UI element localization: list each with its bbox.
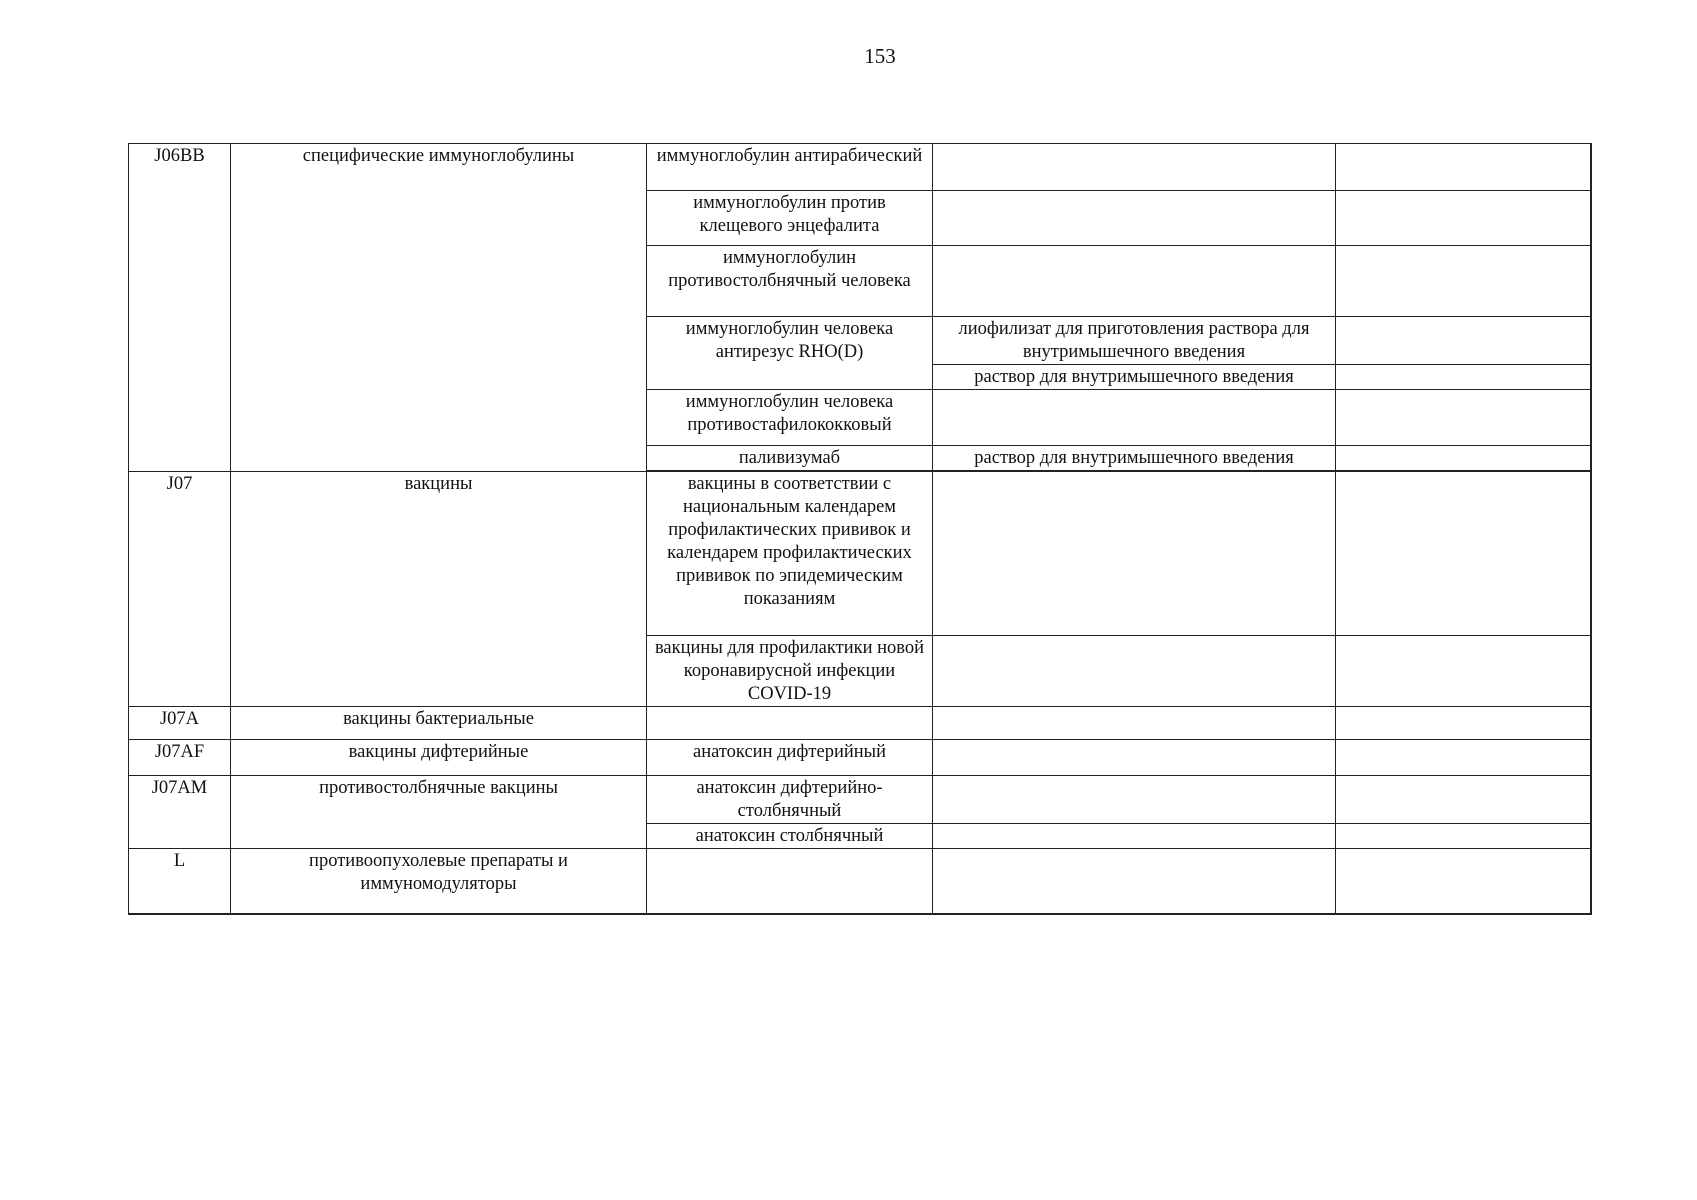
dosage-form <box>933 191 1336 246</box>
dosage-form <box>933 390 1336 446</box>
extra-cell <box>1336 472 1591 636</box>
drug-name: анатоксин дифтерийный <box>647 740 933 776</box>
dosage-form: лиофилизат для приготовления раствора для внутримышечного введения <box>933 317 1336 365</box>
dosage-form: раствор для внутримышечного введения <box>933 365 1336 390</box>
drug-name: паливизумаб <box>647 446 933 471</box>
extra-cell <box>1336 707 1591 740</box>
drug-name: иммуноглобулин человека антирезус RHO(D) <box>647 317 933 390</box>
extra-cell <box>1336 740 1591 776</box>
extra-cell <box>1336 849 1591 914</box>
drug-name: вакцины для профилактики новой коронавирусной инфекции COVID-19 <box>647 636 933 707</box>
dosage-form <box>933 144 1336 191</box>
extra-cell <box>1336 144 1591 191</box>
extra-cell <box>1336 446 1591 471</box>
dosage-form <box>933 776 1336 824</box>
table-row <box>129 740 1591 776</box>
drug-name: иммуноглобулин противостолбнячный человека <box>647 246 933 317</box>
drug-name: вакцины в соответствии с национальным календарем профилактических прививок и календарем профилактических прививок по эпидемическим показаниям <box>647 472 933 636</box>
dosage-form <box>933 636 1336 707</box>
atc-code: J07 <box>129 472 231 707</box>
atc-code: L <box>129 849 231 914</box>
extra-cell <box>1336 776 1591 824</box>
extra-cell <box>1336 636 1591 707</box>
group-name: противостолбнячные вакцины <box>231 776 647 849</box>
atc-code: J07A <box>129 707 231 740</box>
table-row <box>129 849 1591 914</box>
group-name: специфические иммуноглобулины <box>231 144 647 472</box>
dosage-form <box>933 849 1336 914</box>
page-number: 153 <box>864 44 896 68</box>
extra-cell <box>1336 317 1591 365</box>
dosage-form <box>933 472 1336 636</box>
group-name: вакцины бактериальные <box>231 707 647 740</box>
atc-code: J07AM <box>129 776 231 849</box>
group-name: вакцины дифтерийные <box>231 740 647 776</box>
extra-cell <box>1336 246 1591 317</box>
atc-code: J07AF <box>129 740 231 776</box>
dosage-form <box>933 824 1336 849</box>
table-row <box>129 776 1591 824</box>
table-row <box>129 472 1591 636</box>
dosage-form <box>933 707 1336 740</box>
table-row <box>129 144 1591 191</box>
drug-name: иммуноглобулин человека противостафилококковый <box>647 390 933 446</box>
dosage-form <box>933 740 1336 776</box>
drug-name: иммуноглобулин антирабический <box>647 144 933 191</box>
extra-cell <box>1336 824 1591 849</box>
extra-cell <box>1336 390 1591 446</box>
group-name: противоопухолевые препараты и иммуномодуляторы <box>231 849 647 914</box>
group-name: вакцины <box>231 472 647 707</box>
atc-code: J06BB <box>129 144 231 472</box>
drug-name <box>647 707 933 740</box>
drug-name: иммуноглобулин против клещевого энцефалита <box>647 191 933 246</box>
drug-name <box>647 849 933 914</box>
extra-cell <box>1336 365 1591 390</box>
drug-name: анатоксин дифтерийно-столбнячный <box>647 776 933 824</box>
extra-cell <box>1336 191 1591 246</box>
drug-table <box>128 143 1592 915</box>
drug-name: анатоксин столбнячный <box>647 824 933 849</box>
dosage-form <box>933 246 1336 317</box>
table-row <box>129 707 1591 740</box>
dosage-form: раствор для внутримышечного введения <box>933 446 1336 471</box>
